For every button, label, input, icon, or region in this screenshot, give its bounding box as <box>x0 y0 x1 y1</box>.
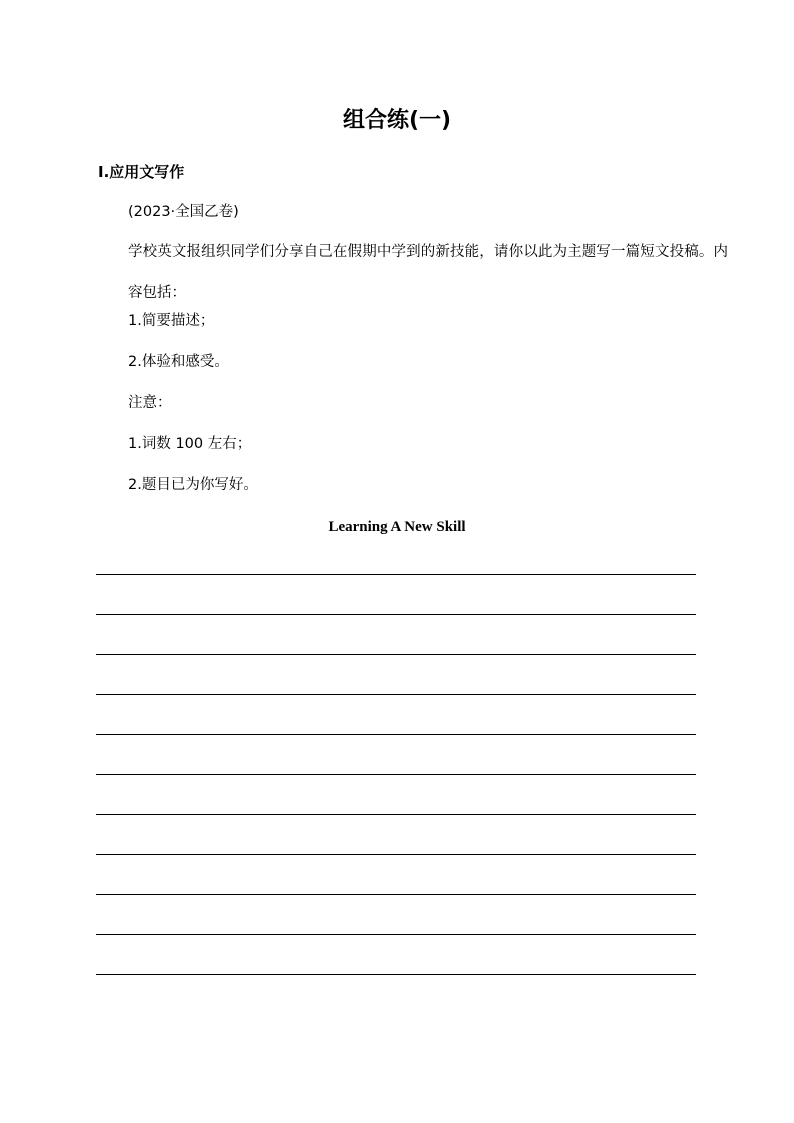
notes-label: 注意： <box>128 395 172 411</box>
writing-prompt: 学校英文报组织同学们分享自己在假期中学到的新技能，请你以此为主题写一篇短文投稿。内容包括： <box>128 244 728 301</box>
note-item-1: 1.词数 100 左右； <box>128 436 252 452</box>
content-item-1: 1.简要描述； <box>128 313 215 329</box>
writing-line <box>96 734 696 774</box>
writing-line <box>96 814 696 854</box>
writing-line <box>96 574 696 614</box>
exam-source: (2023·全国乙卷) <box>128 204 239 220</box>
writing-line <box>96 854 696 894</box>
essay-title: Learning A New Skill <box>328 519 466 535</box>
writing-line <box>96 974 696 975</box>
writing-line <box>96 694 696 734</box>
writing-line <box>96 894 696 934</box>
writing-line <box>96 614 696 654</box>
page-title: 组合练(一) <box>342 108 452 133</box>
writing-line <box>96 654 696 694</box>
writing-line <box>96 934 696 974</box>
section-heading: Ⅰ.应用文写作 <box>98 163 185 181</box>
writing-lines <box>96 574 696 975</box>
writing-line <box>96 774 696 814</box>
content-item-2: 2.体验和感受。 <box>128 354 229 370</box>
note-item-2: 2.题目已为你写好。 <box>128 477 258 493</box>
